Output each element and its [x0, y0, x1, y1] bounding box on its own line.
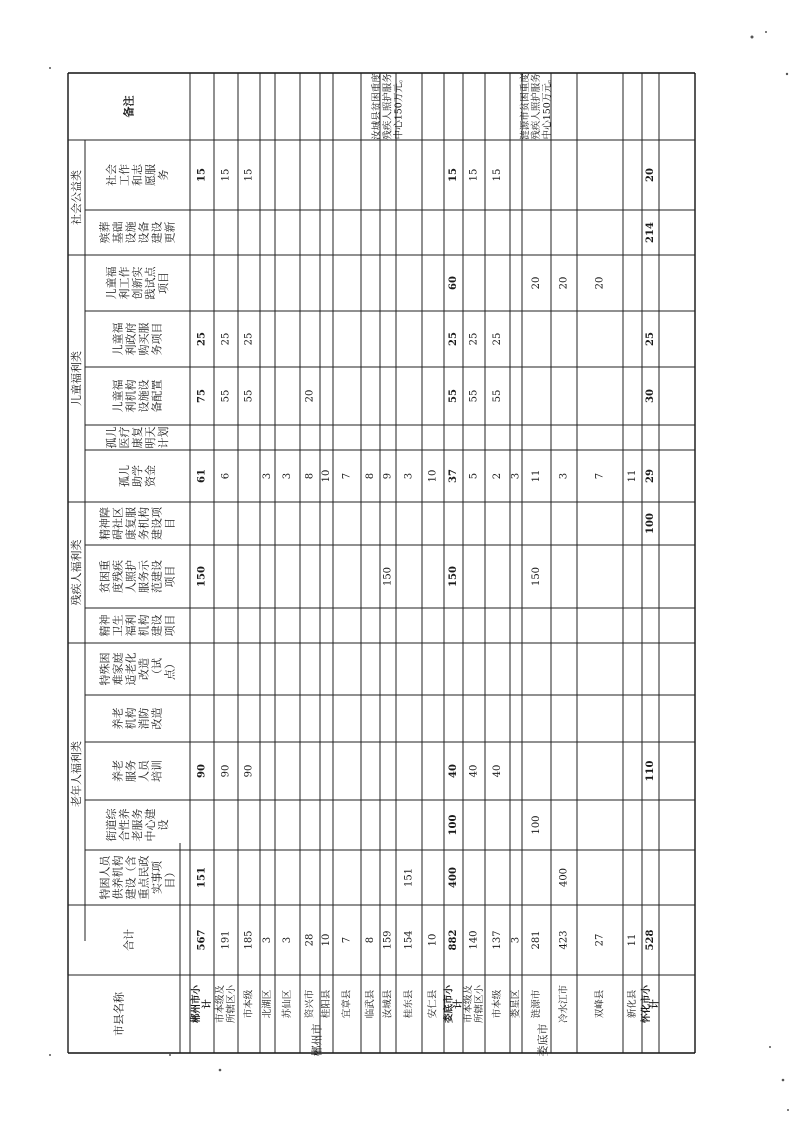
cell-c11: 30: [645, 389, 656, 403]
column-header-c2: 街道综: [105, 808, 118, 842]
group-header-elderly: 老年人福利类: [70, 741, 83, 807]
row-name: 计: [649, 999, 661, 1009]
cell-c3: 40: [492, 764, 503, 778]
column-header-c14: 设施: [124, 221, 138, 244]
city-header: 市县名称: [112, 992, 126, 1036]
column-header-c5: 改造: [137, 658, 151, 680]
cell-total: 140: [468, 930, 480, 950]
remarks-header: 备注: [122, 95, 136, 118]
column-header-c2: 中心建: [144, 808, 157, 842]
column-header-c3: 养老: [111, 760, 125, 782]
row-name: 市本级及: [215, 984, 226, 1024]
column-header-c4: 养老: [111, 707, 125, 730]
cell-total: 3: [510, 936, 522, 944]
column-header-c5: 难家庭: [111, 652, 125, 686]
column-header-c5: 特殊困: [98, 652, 112, 686]
cell-c15: 15: [448, 168, 459, 182]
column-header-c14: 更新: [163, 221, 177, 244]
column-header-c8: 务机构: [137, 507, 151, 540]
cell-c9: 37: [448, 469, 459, 483]
region-label: 郴州市: [310, 1023, 324, 1057]
cell-c1: 151: [403, 867, 415, 888]
column-header-c11: 备配置: [150, 379, 164, 413]
row-name: 娄底市小: [443, 984, 455, 1024]
cell-total: 567: [196, 929, 208, 951]
cell-c11: 55: [492, 389, 503, 403]
cell-c7: 150: [531, 566, 542, 587]
cell-total: 3: [282, 936, 293, 944]
column-header-c5: （试: [150, 658, 164, 680]
column-header-c14: 设备: [137, 221, 151, 244]
cell-total: 154: [403, 930, 415, 950]
group-header-social: 社会公益类: [70, 170, 83, 225]
cell-c9: 11: [627, 469, 638, 483]
cell-c3: 90: [220, 764, 232, 778]
cell-c9: 7: [594, 472, 606, 480]
cell-c9: 5: [468, 472, 480, 480]
row-name: 新化县: [627, 989, 638, 1019]
column-header-c9: 助学: [131, 465, 144, 487]
column-header-c7: 范建设: [150, 560, 164, 593]
cell-c12: 25: [243, 332, 255, 346]
cell-c13: 20: [558, 276, 570, 290]
column-header-c8: 建设项: [150, 507, 164, 540]
column-header-c7: 度残疾: [111, 560, 125, 593]
cell-c9: 3: [558, 472, 570, 480]
column-header-c4: 消防: [137, 707, 151, 730]
row-name: 双峰县: [594, 989, 606, 1019]
cell-c15: 15: [468, 168, 480, 182]
column-header-c13: 项目: [157, 272, 170, 294]
row-name: 宜章县: [341, 989, 353, 1019]
cell-c13: 20: [594, 276, 606, 290]
row-name: 所辖区小: [226, 984, 237, 1024]
column-header-c11: 设施设: [137, 379, 151, 413]
row-name: 涟源市: [531, 989, 542, 1019]
column-header-c15: 务: [157, 169, 170, 181]
cell-c7: 150: [196, 566, 208, 587]
cell-total: 27: [594, 933, 606, 947]
row-name: 市本级及: [463, 984, 474, 1024]
row-name: 苏仙区: [282, 989, 293, 1019]
column-header-c6: 建设: [150, 614, 164, 637]
cell-c12: 25: [645, 332, 656, 346]
row-name: 汝城县: [382, 989, 394, 1019]
row-name: 桂东县: [403, 989, 415, 1019]
cell-c15: 20: [645, 168, 656, 182]
cell-c15: 15: [243, 168, 255, 182]
column-header-c3: 培训: [150, 760, 164, 782]
column-header-c7: 贫困重: [98, 560, 112, 593]
cell-c15: 15: [220, 168, 232, 182]
column-header-c7: 人照护: [124, 560, 138, 593]
cell-total: 159: [382, 930, 394, 950]
cell-c12: 25: [196, 332, 208, 346]
cell-c12: 25: [492, 332, 503, 346]
cell-c3: 40: [448, 764, 459, 778]
row-name: 临武县: [365, 989, 376, 1019]
cell-c11: 55: [220, 389, 232, 403]
cell-total: 281: [531, 930, 542, 950]
row-name: 安仁县: [427, 989, 439, 1019]
column-header-c10: 康复: [131, 426, 144, 449]
column-header-c14: 基础: [111, 221, 125, 244]
column-header-c14: 殡葬: [98, 221, 112, 244]
column-header-c3: 人员: [137, 760, 151, 782]
cell-total: 528: [645, 929, 656, 951]
column-header-c9: 孤儿: [118, 465, 131, 487]
column-header-c1: 实事项: [150, 861, 164, 894]
column-header-c15: 和志: [131, 164, 144, 186]
column-header-c1: 建设（含: [124, 855, 138, 900]
column-header-c10: 医疗: [118, 426, 131, 449]
column-header-c8: 康复服: [124, 507, 138, 540]
row-name: 郴州市小: [191, 984, 202, 1024]
cell-c13: 60: [448, 276, 459, 290]
column-header-c2: 合性养: [118, 808, 131, 842]
cell-c2: 100: [531, 815, 542, 835]
row-name: 怀化市小: [640, 984, 652, 1024]
row-name: 市本级: [492, 989, 503, 1019]
row-remark: 中心150万元。: [393, 73, 405, 140]
cell-c9: 6: [220, 472, 232, 480]
column-header-c2: 老服务: [131, 808, 144, 842]
cell-total: 8: [365, 936, 376, 944]
cell-c9: 8: [304, 472, 316, 480]
column-header-c8: 目: [163, 518, 177, 529]
cell-c7: 150: [382, 566, 394, 587]
cell-total: 3: [262, 936, 273, 944]
cell-c9: 9: [382, 472, 394, 480]
column-header-c7: 项目: [163, 565, 177, 588]
column-header-c9: 资金: [144, 465, 157, 487]
column-header-c13: 利工作: [118, 266, 131, 300]
column-header-c1: 目）: [163, 866, 177, 889]
column-header-c4: 机构: [124, 707, 138, 730]
column-header-c13: 儿童福: [105, 266, 118, 300]
column-header-c6: 机构: [137, 614, 151, 637]
row-remark: 涟源市贫困重度: [520, 73, 531, 140]
column-header-c15: 工作: [118, 164, 131, 186]
column-header-c12: 购买服: [137, 322, 151, 356]
column-header-c6: 福利: [124, 614, 138, 637]
column-header-c5: 点）: [163, 658, 177, 680]
cell-c15: 15: [196, 168, 208, 182]
cell-c7: 150: [448, 566, 459, 587]
cell-c2: 100: [448, 814, 459, 836]
row-name: 计: [452, 999, 464, 1009]
cell-c9: 10: [427, 469, 439, 483]
column-header-c3: 服务: [124, 760, 138, 782]
column-header-c11: 儿童福: [111, 379, 125, 413]
cell-c12: 25: [468, 332, 480, 346]
cell-total: 137: [492, 930, 503, 950]
table-text: [69, 73, 660, 1057]
column-header-c1: 重点民政: [137, 855, 151, 900]
column-header-c1: 供养机构: [111, 855, 125, 900]
row-remark: 残疾人照护服务: [531, 73, 542, 140]
column-header-c10: 孤儿: [105, 426, 118, 449]
row-remark: 汝城县贫困重度: [371, 73, 383, 140]
row-name: 市本级: [243, 989, 255, 1019]
row-name: 桂阳县: [321, 989, 332, 1019]
row-remark: 中心150万元。: [542, 73, 553, 140]
region-label: 娄底市: [536, 1023, 550, 1057]
column-header-c6: 项目: [163, 614, 177, 637]
cell-total: 11: [627, 933, 638, 947]
row-name: 冷水江市: [558, 984, 570, 1024]
column-header-c13: 践试点: [144, 266, 157, 300]
cell-c1: 400: [558, 867, 570, 888]
column-header-c12: 务项目: [150, 322, 164, 356]
group-header-disabled: 残疾人福利类: [70, 539, 83, 606]
column-header-c7: 服务示: [137, 560, 151, 593]
row-name: 计: [202, 999, 213, 1009]
column-header-c15: 社会: [105, 164, 118, 186]
cell-c1: 151: [196, 867, 208, 888]
column-header-c2: 设: [157, 819, 170, 831]
cell-c12: 25: [448, 332, 459, 346]
cell-c3: 110: [645, 760, 656, 782]
row-remark: 残疾人照护服务: [382, 73, 394, 140]
column-header-c8: 精神障: [98, 507, 112, 540]
cell-c11: 55: [243, 389, 255, 403]
cell-c14: 214: [645, 222, 656, 243]
column-header-c14: 建设: [150, 221, 164, 244]
cell-c9: 11: [531, 469, 542, 483]
cell-c9: 3: [510, 472, 522, 480]
cell-c9: 7: [341, 472, 353, 480]
cell-total: 882: [448, 929, 459, 951]
cell-c3: 90: [243, 764, 255, 778]
cell-c11: 55: [448, 389, 459, 403]
column-header-c6: 卫生: [111, 614, 125, 637]
row-name: 所辖区小: [474, 984, 485, 1024]
cell-c9: 29: [645, 469, 656, 483]
cell-c11: 55: [468, 389, 480, 403]
cell-total: 185: [243, 930, 255, 950]
cell-c9: 10: [321, 469, 332, 483]
cell-total: 191: [220, 930, 232, 950]
column-header-c15: 愿服: [144, 164, 157, 186]
cell-c9: 3: [403, 472, 415, 480]
cell-c1: 400: [448, 867, 459, 888]
column-header-c5: 适老化: [124, 652, 138, 686]
cell-c8: 100: [645, 513, 656, 534]
cell-c9: 3: [282, 472, 293, 480]
cell-total: 10: [427, 933, 439, 947]
column-header-c8: 碍社区: [111, 507, 125, 540]
column-header-c4: 改造: [150, 707, 164, 730]
cell-total: 10: [321, 933, 332, 947]
cell-total: 28: [304, 933, 316, 947]
cell-c11: 20: [304, 389, 316, 403]
cell-c9: 3: [262, 472, 273, 480]
column-header-c1: 特困人员: [98, 855, 112, 900]
total-header: 合计: [122, 929, 136, 951]
cell-c13: 20: [531, 276, 542, 290]
cell-c15: 15: [492, 168, 503, 182]
row-name: 北湖区: [262, 989, 273, 1019]
column-header-c6: 精神: [98, 614, 112, 637]
cell-total: 423: [558, 930, 570, 950]
cell-total: 7: [341, 936, 353, 944]
cell-c9: 2: [492, 472, 503, 480]
column-header-c10: 明天: [144, 426, 157, 449]
column-header-c10: 计划: [157, 426, 170, 449]
column-header-c12: 利政府: [124, 322, 138, 356]
column-header-c11: 利机构: [124, 379, 138, 413]
column-header-c13: 创新实: [131, 266, 144, 300]
cell-c3: 90: [196, 764, 208, 778]
group-header-children: 儿童福利类: [70, 351, 83, 406]
cell-c9: 61: [196, 469, 208, 483]
cell-c3: 40: [468, 764, 480, 778]
column-header-c12: 儿童福: [111, 322, 125, 356]
row-name: 资兴市: [304, 989, 316, 1019]
cell-c12: 25: [220, 332, 232, 346]
cell-c9: 8: [365, 472, 376, 480]
cell-c11: 75: [196, 389, 208, 403]
row-name: 娄星区: [510, 989, 522, 1019]
